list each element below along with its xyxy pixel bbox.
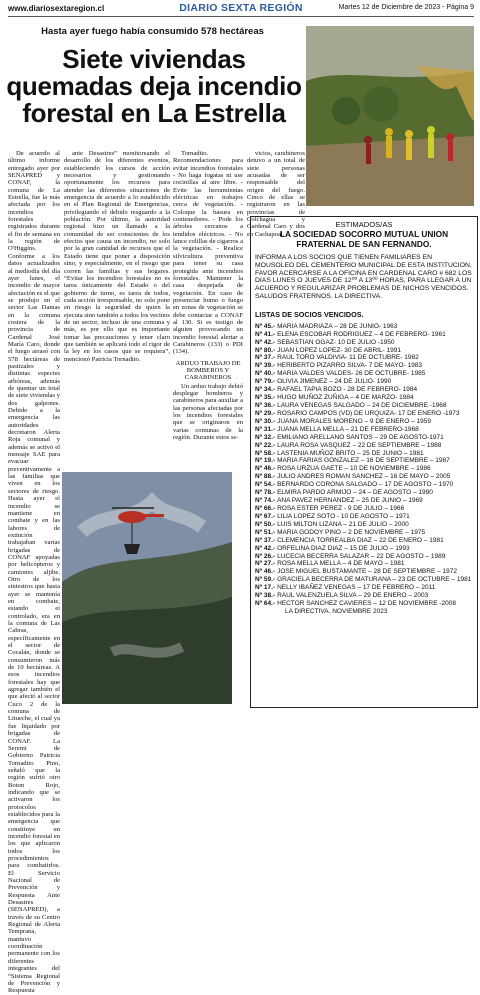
list-item: Nº 42.- ORFELINA DIAZ DIAZ – 15 DE JULIO – 1993 (255, 544, 410, 552)
list-item: Nº 46.- ROSA URZUA GAETE – 10 DE NOVIEMBRE – 1986 (255, 465, 431, 473)
article-column-4 (247, 150, 305, 238)
list-item: Nº 59.- GRACIELA BECERRA DE MATURANA – 23 DE OCTUBRE – 1981 (255, 576, 472, 584)
list-item: Nº 27.- ROSA MELLA MELLA – 4 DE MAYO – 1981 (255, 560, 405, 568)
list-item: Nº 29.- ROSARIO CAMPOS (VD) DE URQUIZA- 17 DE ENERO -1973 (255, 409, 460, 417)
list-item: Nº 31.- JUANA MELLA MELLA – 21 DE FEBRERO-1968 (255, 425, 419, 433)
article-text: Tornadito. Recomendaciones para evitar incendios forestales - No haga fogatas ni use cocinillas al aire libre. - Evite las herramientas eléctricas en trabajos cerca de vegetación. - Coloque la basura en contenedores. - Pode los árboles cercanos a tendidos eléctricos. - No lance colillas de cigarros a la vegetación. - Realice silvicultura preventiva para tener su casa protegida ante incendios forestales. Mantener la casa despejada de vegetación. En caso de presenciar humo o fuego en zonas de vegetación se debe contactar a CONAF al 130. Si es testigo de alguien provocando un incendio forestal alertar a Carabineros (133) o PDI (134). (173, 150, 243, 356)
list-item: Nº 79.- OLIVIA JIMENEZ – 24 DE JULIO- 1990 (255, 378, 392, 386)
list-item: Nº 22.- LAURA ROSA VASQUEZ – 22 DE SEPTIEMBRE – 1988 (255, 441, 442, 449)
article-column-1 (8, 150, 60, 995)
list-item: Nº 30.- JUANA MORALES MORENO – 9 DE ENERO – 1959 (255, 417, 431, 425)
website-url[interactable]: www.diariosextaregion.cl (8, 4, 105, 13)
list-item: Nº 50.- LUIS MILTON LIZANA – 21 DE JULIO – 2000 (255, 520, 409, 528)
list-item: Nº 38.- RAUL VALENZUELA SILVA – 29 DE ENERO – 2003 (255, 592, 429, 600)
article-text: Un arduo trabajo debió desplegar bomberos y carabineros para auxiliar a las personas afectadas por los incendios forestales que se originaron en varias comunas de la región. Durante estos se- (173, 382, 243, 442)
list-item: Nº 88.- JULIO ANDRES ROMAN SANCHEZ – 16 DE MAYO – 2005 (255, 473, 451, 481)
notice-signoff: LA DIRECTIVA. NOVIEMBRE 2023 (285, 607, 388, 615)
list-item: Nº 67.- LILIA LOPEZ SOTO - 10 DE AGOSTO – 1971 (255, 512, 410, 520)
notice-subtitle: LA SOCIEDAD SOCORRO MUTUAL UNION FRATERNAL DE SAN FERNANDO. (279, 229, 449, 249)
helicopter-photo (62, 472, 232, 704)
list-item: Nº 42.- SEBASTIAN OGAZ- 10 DE JULIO -1950 (255, 338, 395, 346)
list-item: Nº 45.- MARIA MADRIAZA – 28 DE JUNIO- 1963 (255, 322, 398, 330)
list-item: Nº 32.- EMILIANO ARELLANO SANTOS – 29 DE AGOSTO-1971 (255, 433, 444, 441)
list-item: Nº 40.- MARIA VALDES VALDES- 26 DE OCTUBRE- 1985 (255, 370, 426, 378)
notice-title: ESTIMADOS/AS (335, 220, 393, 229)
article-text: ante Desastres” monitoreando el desarrollo de los diferentes eventos, estableciendo los cursos de acción necesarios y gestionando oportunamente los recursos para atender las diferentes situaciones de emergencia de acuerdo a lo establecido en el Plan Regional de Emergencias, privilegiando el debido resguardo a la población. Por último, la autoridad regional hizo un llamado a la comunidad de ser conscientes de los efectos que causa un incendio, no solo por la gran cantidad de recursos que el Estado tiene que poner a disposición sino, y especialmente, en el riesgo que corren las familias y sus hogares. “Evitar los incendios forestales no es tarea únicamente del Estado o del gobierno de turno, es tarea de todos, cada acción irresponsable, no solo pone en riesgo la seguridad de quien la ejecuta sino también a todos los vecinos de un sector, incluso de una comuna y más, es por ello que es importante tomar las precauciones y tener claro que también se aplicará todo el rigor de la ley en los casos que se requiera”, mencionó Patricia Tornadito. (64, 150, 170, 363)
list-item: Nº 74.- ANA PAVEZ HERNANDEZ – 25 DE JUNIO – 1969 (255, 497, 423, 505)
list-item: Nº 35.- HUGO MUÑOZ ZUÑIGA – 4 DE MARZO- 1984 (255, 394, 414, 402)
notice-box (250, 216, 478, 708)
list-item: Nº 26.- LUCECIA BECERRA SALAZAR – 22 DE AGOSTO – 1989 (255, 552, 446, 560)
section-subheading: ARDUO TRABAJO DE BOMBEROS Y CARABINEROS (175, 359, 241, 382)
list-item: Nº 46.- JOSE MIGUEL BUSTAMANTE – 28 DE SEPTIEMBRE – 1972 (255, 568, 457, 576)
list-item: Nº 36.- LAURA VENEGAS SALGADO – 24 DE DICIEMBRE -1968 (255, 402, 447, 409)
date-page: Martes 12 de Diciembre de 2023 - Página 9 (338, 4, 474, 11)
notice-body: INFORMA A LOS SOCIOS QUE TIENEN FAMILIARES EN MOUSOLEO DEL CEMENTERIO MUNICIPAL DE ESTA INSTITUCION, FAVOR ACERCARSE A LA OFICINA EN CARDENAL CARO # 682 LOS DIAS LUNES O JUEVES DE 12⁰⁰ A 13⁰⁰ HORAS, PARA LLEGAR A UN ACUERDO Y REGULARIZAR PROBLEMAS DE NICHOS VENCIDOS. SALUDOS FRATERNOS. LA DIRECTIVA. (255, 254, 472, 300)
list-item: Nº 58.- LASTENIA MUÑOZ BRITO – 25 DE JUNIO – 1981 (255, 449, 424, 457)
list-item: Nº 37.- CLEMENCIA TORREALBA DIAZ – 22 DE ENERO – 1981 (255, 536, 444, 544)
list-item: Nº 66.- ROSA ESTER PEREZ - 9 DE JULIO – 1966 (255, 504, 405, 512)
list-item: Nº 64.- HECTOR SANCHEZ CAVIERES – 12 DE NOVIEMBRE -2008 (255, 600, 456, 608)
firefighters-photo (306, 26, 474, 206)
page-header (8, 2, 474, 17)
article-kicker: Hasta ayer fuego había consumido 578 hectáreas (41, 26, 264, 37)
article-column-3 (173, 150, 243, 468)
article-column-2 (64, 150, 170, 468)
list-item: Nº 41.- ELENA ESCOBAR RODRIGUEZ – 4 DE FEBRERO- 1961 (255, 330, 446, 338)
list-item: Nº 80.- JUAN LOPEZ LOPEZ- 30 DE ABRIL- 1991 (255, 346, 401, 354)
members-list (255, 323, 473, 616)
article-headline: Siete viviendas quemadas deja incendio forestal en La Estrella (6, 44, 302, 128)
list-item: Nº 51.- MARIA GODOY PINO – 2 DE NOVIEMBRE – 1975 (255, 528, 426, 536)
list-item: Nº 19.- MARIA FARIAS GONZALEZ – 16 DE SEPTIEMBRE – 1987 (255, 457, 450, 465)
list-item: Nº 37.- RAUL TORO VALDIVIA- 11 DE OCTUBRE- 1982 (255, 354, 419, 362)
list-item: Nº 17.- NELLY IBAÑEZ VENEGAS – 17 DE FEBRERO – 2011 (255, 584, 436, 592)
article-text: De acuerdo al último informe entregado ayer por SENAPRED y CONAF, la comuna de La Estrella, fue la más afectada por los incendios forestales registrados durante el fin de semana en la región de O'Higgins. Conforme a los datos actualizados al mediodía del día ayer lunes, el incendio de mayor afectación es el que se produjo en el sector Las Damas en la comuna costera de la provincia de Cardenal José María Caro, donde el fuego arrasó con 578 hectáreas de pastizales y distintas especies arbóreas, además de quemar un total de siete viviendas y dos galpones. Debido a la emergencia las autoridades decretaron Alerta Roja comunal y además se activó el mensaje SAE para evacuar preventivamente a las familias que viven en los sectores de riesgo. Hasta ayer el incendio se mantiene en combate y en las labores de extinción trabajaban varias brigadas de CONAF apoyadas por helicópteros y camiones aljibe. Otro de los siniestros que hasta ayer se mantenía en combate, estando ei controlado, era en la comuna de Las Cabras, específicamente en el sector de Cocalán, donde se consumieron más de 10 hectáreas. A esos incendios forestales hay que agregar también el que afectó al sector Cuco 2 de la comuna de Litueche, el cual ya fue liquidado por brigadas de CONAF. La Seremi de Gobierno Patricia Tornadito Pino, señaló que la región sufrió otro Boton Rojo, indicando que se activaron los protocolos establecidos para la emergencia que constituye un incendio forestal en los que aplicaron todos los procedimientos para combatirlos. El Servicio Nacional de Prevención y Respuesta Ante Desastres (SENAPRED), a través de su Centro Regional de Alerta Temprana, mantuvo coordinación permanente con los diferentes integrantes del “Sistema Regional de Prevención y Respuesta (8, 150, 60, 995)
list-item: Nº 54.- BERNARDO CORONA SALGADO – 17 DE AGOSTO – 1970 (255, 481, 454, 489)
list-item: Nº 78.- ELMIRA PARDO ARMIJO – 24 – DE AGOSTO – 1990 (255, 489, 433, 497)
list-item: Nº 34.- RAFAEL TAPIA BOZO - 28 DE FEBRERO- 1984 (255, 386, 418, 394)
list-item: Nº 39.- HERIBERTO PIZARRO SILVA- 7 DE MAYO- 1983 (255, 362, 423, 370)
newspaper-name: DIARIO SEXTA REGIÓN (179, 2, 303, 14)
notice-list-title: LISTAS DE SOCIOS VENCIDOS. (255, 309, 364, 319)
article-text: vicios, carabineros detuvo a un total de siete personas acusadas de ser responsable del origen del fuego. Cinco de ellas se registraron en las provincias de Colchagua y Cardenal Caro y dos en Cachapoal. (247, 150, 305, 238)
